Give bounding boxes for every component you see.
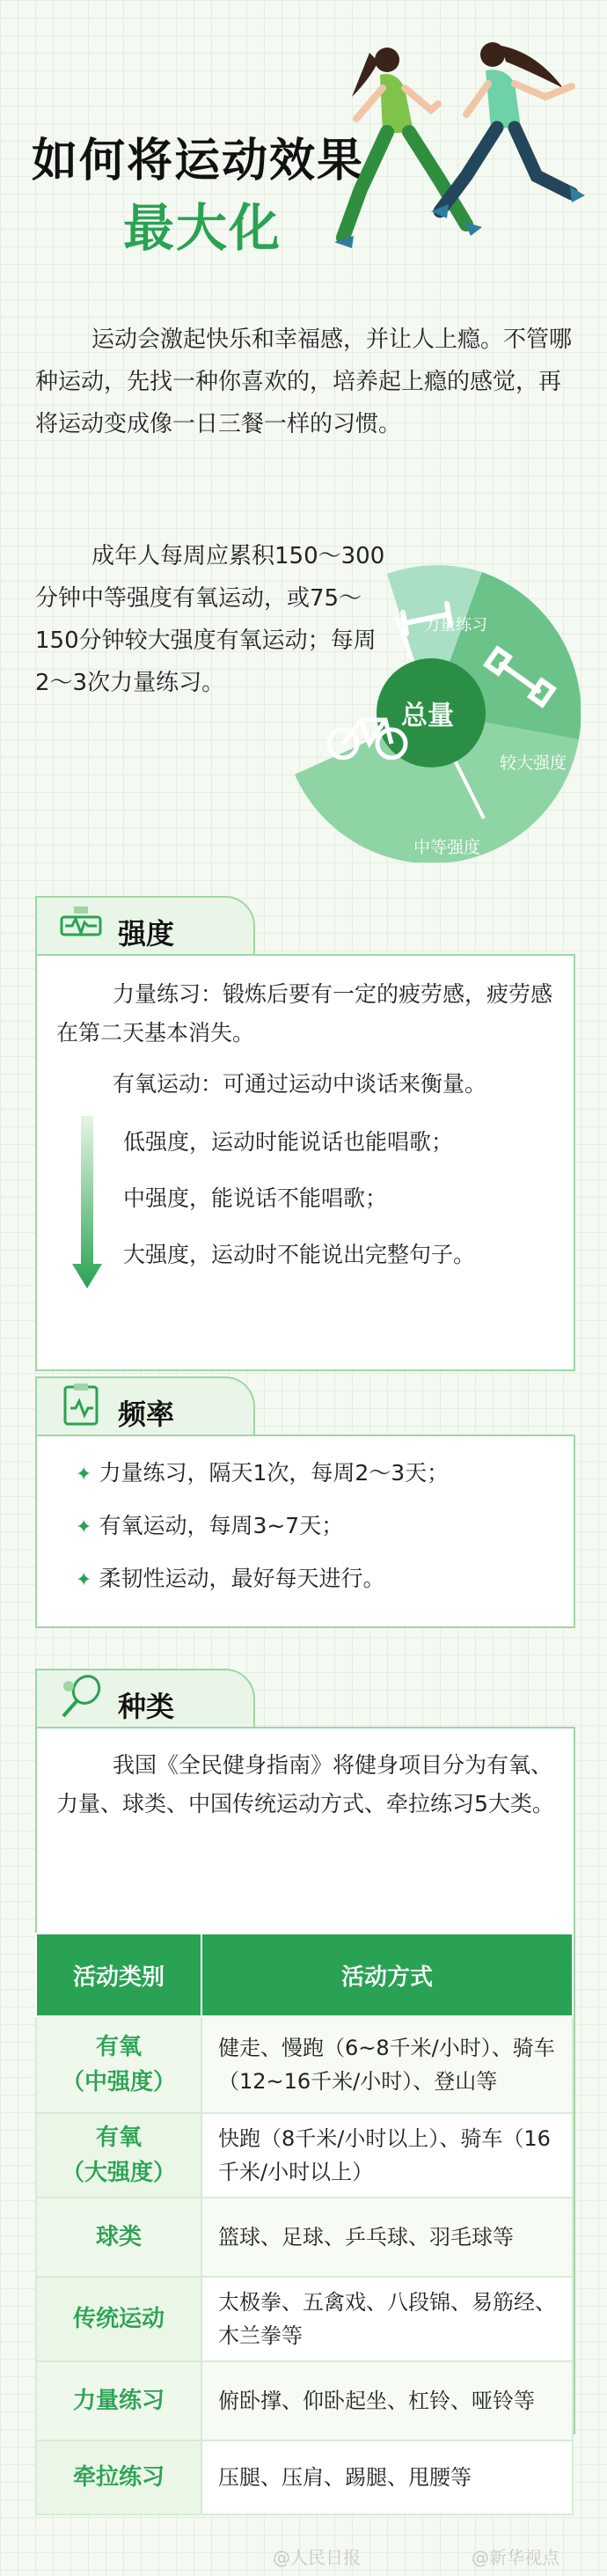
activity-method: 压腿、压肩、踢腿、甩腰等 bbox=[201, 2440, 573, 2514]
activity-method: 快跑（8千米/小时以上）、骑车（16千米/小时以上） bbox=[201, 2113, 573, 2198]
diamond-icon: ✦ bbox=[76, 1516, 92, 1538]
wheel-center-label: 总量 bbox=[401, 701, 454, 731]
activity-category: 力量练习 bbox=[36, 2361, 201, 2440]
activity-method: 俯卧撑、仰卧起坐、杠铃、哑铃等 bbox=[201, 2361, 573, 2440]
table-header-method: 活动方式 bbox=[201, 1934, 573, 2016]
activity-method: 健走、慢跑（6~8千米/小时）、骑车（12~16千米/小时）、登山等 bbox=[201, 2016, 573, 2113]
activity-category: 球类 bbox=[36, 2198, 201, 2277]
types-title: 种类 bbox=[118, 1690, 175, 1723]
frequency-item-2: ✦ 有氧运动，每周3~7天； bbox=[76, 1513, 344, 1538]
activity-category: 牵拉练习 bbox=[36, 2440, 201, 2514]
activity-table bbox=[35, 1933, 574, 2515]
wheel-label-strength: 力量练习 bbox=[424, 616, 487, 635]
clipboard-icon bbox=[58, 1382, 104, 1427]
watermark-2: @新华视点 bbox=[472, 2547, 559, 2568]
activity-method: 篮球、足球、乒乓球、羽毛球等 bbox=[201, 2198, 573, 2277]
diamond-icon: ✦ bbox=[76, 1569, 92, 1591]
frequency-title: 频率 bbox=[118, 1398, 175, 1431]
table-header-category: 活动类别 bbox=[36, 1934, 201, 2016]
activity-category: 有氧 （大强度） bbox=[36, 2113, 201, 2198]
table-row bbox=[36, 2361, 573, 2440]
total-volume-paragraph: 成年人每周应累积150～300分钟中等强度有氧运动，或75～150分钟较大强度有氧运动；每周2～3次力量练习。 bbox=[35, 543, 385, 696]
intensity-low: 低强度，运动时能说话也能唱歌； bbox=[123, 1129, 454, 1155]
table-row bbox=[36, 2198, 573, 2277]
table-row bbox=[36, 2016, 573, 2113]
types-intro: 我国《全民健身指南》将健身项目分为有氧、力量、球类、中国传统运动方式、牵拉练习5大类。 bbox=[56, 1752, 554, 1816]
intensity-high: 大强度，运动时不能说出完整句子。 bbox=[123, 1242, 476, 1267]
intro-paragraph: 运动会激起快乐和幸福感，并让人上瘾。不管哪种运动，先找一种你喜欢的，培养起上瘾的感觉，再将运动变成像一日三餐一样的习惯。 bbox=[35, 327, 573, 437]
table-row bbox=[36, 2440, 573, 2514]
intensity-title: 强度 bbox=[118, 917, 175, 950]
arrow-down-icon bbox=[72, 1116, 102, 1288]
wheel-label-moderate: 中等强度 bbox=[413, 838, 481, 857]
wheel-label-vigorous: 较大强度 bbox=[500, 753, 567, 773]
page-title-line1: 如何将运动效果 bbox=[32, 135, 365, 187]
intensity-icon bbox=[58, 901, 104, 947]
frequency-item-3: ✦ 柔韧性运动，最好每天进行。 bbox=[76, 1566, 385, 1591]
table-row bbox=[36, 2277, 573, 2361]
frequency-item-1: ✦ 力量练习，隔天1次，每周2～3天； bbox=[76, 1460, 450, 1486]
watermark-1: @人民日报 bbox=[273, 2547, 361, 2568]
diamond-icon: ✦ bbox=[76, 1464, 92, 1486]
activity-method: 太极拳、五禽戏、八段锦、易筋经、木兰拳等 bbox=[201, 2277, 573, 2361]
intensity-aerobic-text: 有氧运动：可通过运动中谈话来衡量。 bbox=[113, 1071, 487, 1097]
intensity-mid: 中强度，能说话不能唱歌； bbox=[123, 1185, 388, 1211]
intensity-strength-text: 力量练习：锻炼后要有一定的疲劳感，疲劳感在第二天基本消失。 bbox=[56, 981, 553, 1046]
activity-category: 传统运动 bbox=[36, 2277, 201, 2361]
activity-category: 有氧 （中强度） bbox=[36, 2016, 201, 2113]
page-title-line2: 最大化 bbox=[123, 198, 282, 258]
runners-illustration bbox=[334, 35, 598, 264]
tennis-racket-icon bbox=[58, 1674, 104, 1720]
table-row bbox=[36, 2113, 573, 2198]
